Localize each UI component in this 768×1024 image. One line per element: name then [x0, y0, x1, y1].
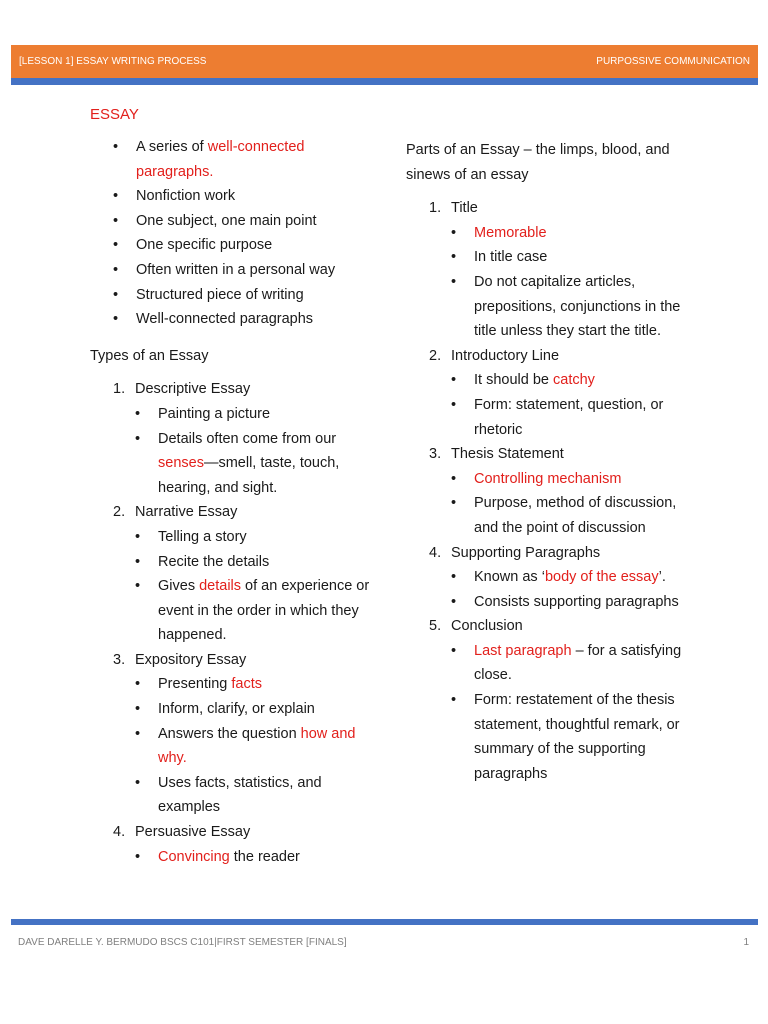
list-item: • Known as ‘body of the essay’. — [451, 565, 696, 590]
list-item: • Form: statement, question, or rhetoric — [451, 393, 696, 442]
list-item: • Controlling mechanism — [451, 467, 696, 492]
list-item: • Form: restatement of the thesis statement, thoughtful remark, or summary of the supporting paragraphs — [451, 688, 696, 786]
essay-part-label: Conclusion — [451, 618, 523, 635]
list-item: • Nonfiction work — [113, 184, 380, 209]
page-header — [11, 45, 758, 78]
header-rule — [11, 78, 758, 85]
essay-part-label: Title — [451, 200, 478, 217]
types-heading: Types of an Essay — [90, 347, 209, 364]
right-column — [406, 138, 696, 786]
essay-type-descriptive: 1. Descriptive Essay • Painting a picture • Details often come from our senses—smell, taste, touch, hearing, and sight. — [113, 377, 380, 500]
essay-type-narrative: 2. Narrative Essay • Telling a story • Recite the details • Gives details of an experience or event in the order in which they happened. — [113, 500, 380, 648]
parts-heading: Parts of an Essay — [406, 142, 520, 158]
essay-type-label: Expository Essay — [135, 651, 247, 668]
list-item: • It should be catchy — [451, 368, 696, 393]
parts-intro: Parts of an Essay – the limps, blood, and sinews of an essay — [406, 142, 670, 183]
essay-type-label: Descriptive Essay — [135, 381, 251, 398]
list-item: • One specific purpose — [113, 233, 380, 258]
list-item: • Telling a story — [135, 525, 380, 550]
list-item: • Well-connected paragraphs — [113, 307, 380, 332]
footer-author: DAVE DARELLE Y. BERMUDO BSCS C101|FIRST SEMESTER [FINALS] — [18, 937, 347, 948]
section-title-essay: ESSAY — [90, 106, 139, 123]
essay-characteristics-list — [113, 135, 380, 332]
list-item: • Answers the question how and why. — [135, 722, 380, 771]
essay-part-label: Supporting Paragraphs — [451, 544, 601, 561]
header-lesson-title: [LESSON 1] ESSAY WRITING PROCESS — [19, 56, 207, 67]
essay-part-introductory-line: 2. Introductory Line • It should be catchy • Form: statement, question, or rhetoric — [429, 344, 696, 442]
page-number: 1 — [743, 937, 749, 948]
list-item: • Presenting facts — [135, 672, 380, 697]
essay-part-conclusion: 5. Conclusion • Last paragraph – for a satisfying close. • Form: restatement of the thesis statement, thoughtful remark, or summary of the supporting paragraphs — [429, 614, 696, 786]
list-item: • Memorable — [451, 221, 696, 246]
list-item: • Uses facts, statistics, and examples — [135, 771, 380, 820]
list-item: • Structured piece of writing — [113, 283, 380, 308]
left-column — [90, 103, 380, 869]
list-item: • Convincing the reader — [135, 845, 380, 870]
list-item: • One subject, one main point — [113, 209, 380, 234]
list-item: • Recite the details — [135, 550, 380, 575]
list-item: • Purpose, method of discussion, and the point of discussion — [451, 491, 696, 540]
list-item: • Gives details of an experience or event in the order in which they happened. — [135, 574, 380, 648]
list-item: • Do not capitalize articles, prepositions, conjunctions in the title unless they start the title. — [451, 270, 696, 344]
header-course-title: PURPOSSIVE COMMUNICATION — [596, 56, 750, 67]
essay-part-supporting-paragraphs: 4. Supporting Paragraphs • Known as ‘body of the essay’. • Consists supporting paragraphs — [429, 541, 696, 615]
essay-type-expository: 3. Expository Essay • Presenting facts • Inform, clarify, or explain • Answers the question how and why. • Uses facts, statistics, and examples — [113, 648, 380, 820]
list-item: • Painting a picture — [135, 402, 380, 427]
essay-type-label: Narrative Essay — [135, 504, 238, 521]
list-item: • Often written in a personal way — [113, 258, 380, 283]
essay-type-persuasive: 4. Persuasive Essay • Convincing the reader — [113, 820, 380, 869]
list-item: • In title case — [451, 245, 696, 270]
footer-rule — [11, 919, 758, 925]
essay-part-label: Thesis Statement — [451, 446, 564, 463]
essay-type-label: Persuasive Essay — [135, 824, 251, 841]
essay-part-label: Introductory Line — [451, 347, 560, 364]
essay-part-thesis-statement: 3. Thesis Statement • Controlling mechanism • Purpose, method of discussion, and the point of discussion — [429, 442, 696, 540]
essay-types-list — [113, 377, 380, 869]
essay-part-title: 1. Title • Memorable • In title case • Do not capitalize articles, prepositions, conjunctions in the title unless they start the title. — [429, 196, 696, 344]
list-item: • Inform, clarify, or explain — [135, 697, 380, 722]
list-item: • Consists supporting paragraphs — [451, 590, 696, 615]
list-item: • Details often come from our senses—smell, taste, touch, hearing, and sight. — [135, 427, 380, 501]
list-item: • A series of well-connected paragraphs. — [113, 135, 380, 184]
essay-parts-list — [429, 196, 696, 786]
list-item: • Last paragraph – for a satisfying close. — [451, 639, 696, 688]
